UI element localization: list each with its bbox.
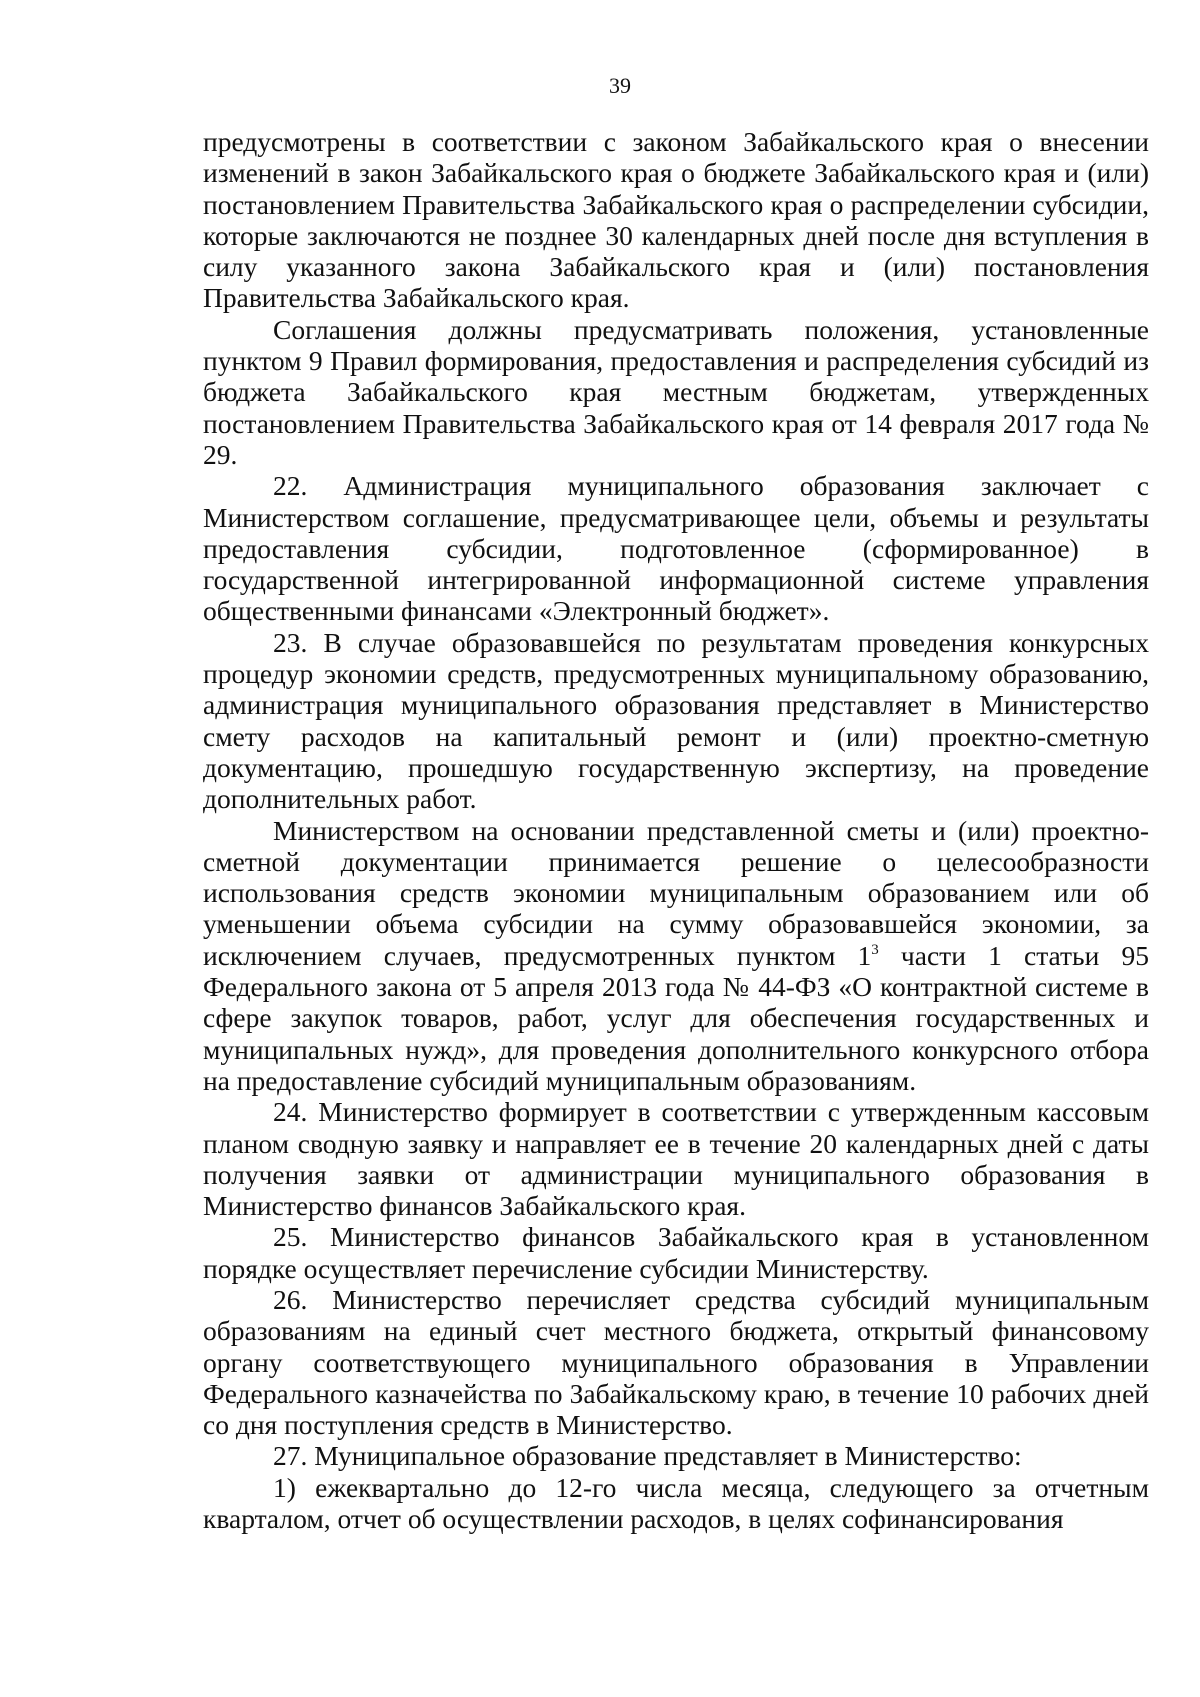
paragraph-text-part: Министерством на основании представленной сметы и (или) проектно-сметной документации принимается решение о целесообразности использования средств экономии муниципальным образованием или об уменьшении объема субсидии на сумму образовавшейся экономии, за исключением случаев, предусмотренных пунктом 1 <box>203 814 1149 971</box>
document-body <box>203 126 1149 1534</box>
page-number: 39 <box>609 73 631 98</box>
paragraph-24: 24. Министерство формирует в соответствии с утвержденным кассовым планом сводную заявку и направляет ее в течение 20 календарных дней с даты получения заявки от администрации муниципального образования в Министерство финансов Забайкальского края. <box>203 1096 1149 1222</box>
paragraph-23: 23. В случае образовавшейся по результатам проведения конкурсных процедур экономии средств, предусмотренных муниципальному образованию, администрация муниципального образования представляет в Министерство смету расходов на капитальный ремонт и (или) проектно-сметную документацию, прошедшую государственную экспертизу, на проведение дополнительных работ. <box>203 626 1149 815</box>
paragraph-ministry-decision <box>203 815 1149 1097</box>
paragraph-text-part: части 1 статьи 95 Федерального закона от 5 апреля 2013 года № 44-ФЗ «О контрактной системе в сфере закупок товаров, работ, услуг для обеспечения государственных и муниципальных нужд», для проведения дополнительного конкурсного отбора на предоставление субсидий муниципальным образованиям. <box>203 939 1149 1096</box>
superscript: 3 <box>871 941 879 958</box>
paragraph-27-item-1: 1) ежеквартально до 12-го числа месяца, следующего за отчетным кварталом, отчет об осуществлении расходов, в целях софинансирования <box>203 1471 1149 1535</box>
paragraph-agreements: Соглашения должны предусматривать положения, установленные пунктом 9 Правил формирования, предоставления и распределения субсидий из бюджета Забайкальского края местным бюджетам, утвержденных постановлением Правительства Забайкальского края от 14 февраля 2017 года № 29. <box>203 313 1149 470</box>
paragraph-26: 26. Министерство перечисляет средства субсидий муниципальным образованиям на единый счет местного бюджета, открытый финансовому органу соответствующего муниципального образования в Управлении Федерального казначейства по Забайкальскому краю, в течение 10 рабочих дней со дня поступления средств в Министерство. <box>203 1283 1149 1441</box>
paragraph-22: 22. Администрация муниципального образования заключает с Министерством соглашение, предусматривающее цели, объемы и результаты предоставления субсидии, подготовленное (сформированное) в государственной интегрированной информационной системе управления общественными финансами «Электронный бюджет». <box>203 470 1149 627</box>
paragraph-25: 25. Министерство финансов Забайкальского края в установленном порядке осуществляет перечисление субсидии Министерству. <box>203 1221 1149 1284</box>
paragraph-continuation: предусмотрены в соответствии с законом Забайкальского края о внесении изменений в закон Забайкальского края о бюджете Забайкальского края и (или) постановлением Правительства Забайкальского края о распределении субсидии, которые заключаются не позднее 30 календарных дней после дня вступления в силу указанного закона Забайкальского края и (или) постановления Правительства Забайкальского края. <box>203 126 1149 314</box>
paragraph-27: 27. Муниципальное образование представляет в Министерство: <box>273 1440 1022 1472</box>
